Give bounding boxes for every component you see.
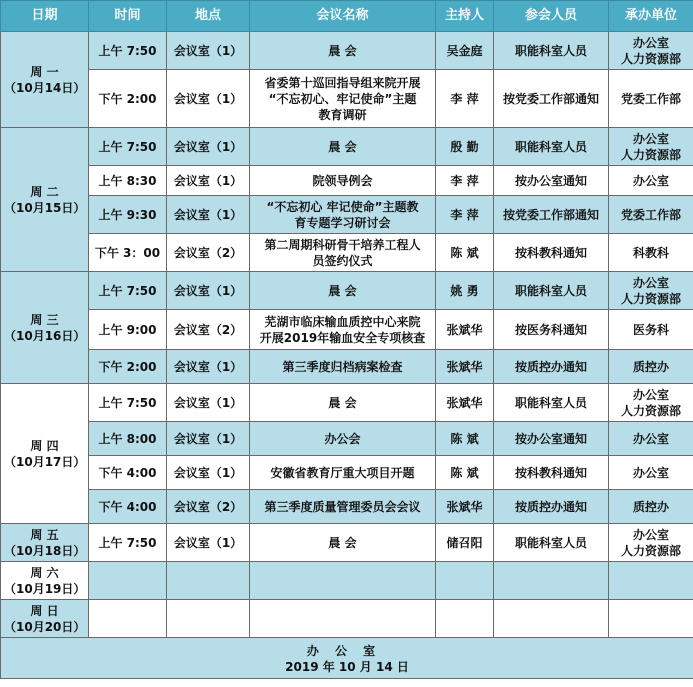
meeting-name-cell: 安徽省教育厅重大项目开题: [250, 456, 436, 490]
place-cell: 会议室（1）: [167, 70, 250, 128]
meeting-name-cell: 晨 会: [250, 128, 436, 166]
place-cell: 会议室（1）: [167, 196, 250, 234]
table-row: [1, 166, 693, 196]
host-cell: 陈 斌: [436, 234, 494, 272]
day-cell: [1, 128, 89, 272]
attendees-cell: 按质控办通知: [494, 350, 609, 384]
table-row: [1, 562, 693, 600]
time-cell: 下午 2:00: [89, 70, 167, 128]
table-row: [1, 234, 693, 272]
attendees-cell: 按科教科通知: [494, 456, 609, 490]
date-label: （10月19日）: [4, 581, 86, 596]
place-cell: [167, 562, 250, 600]
time-cell: 下午 2:00: [89, 350, 167, 384]
attendees-cell: 按办公室通知: [494, 166, 609, 196]
day-cell: [1, 600, 89, 638]
date-label: （10月16日）: [4, 328, 86, 343]
place-cell: 会议室（2）: [167, 234, 250, 272]
meeting-name-cell: 第三季度质量管理委员会会议: [250, 490, 436, 524]
footer-row: [1, 638, 693, 679]
place-cell: 会议室（1）: [167, 384, 250, 422]
time-cell: 上午 7:50: [89, 272, 167, 310]
meeting-name-cell: [250, 562, 436, 600]
organizer-cell: 党委工作部: [609, 196, 693, 234]
table-row: [1, 32, 693, 70]
weekday-label: 周 二: [30, 184, 59, 199]
attendees-cell: 职能科室人员: [494, 272, 609, 310]
attendees-cell: 职能科室人员: [494, 128, 609, 166]
host-cell: 吴金庭: [436, 32, 494, 70]
attendees-cell: [494, 562, 609, 600]
organizer-cell: [609, 562, 693, 600]
host-cell: 李 萍: [436, 196, 494, 234]
day-cell: [1, 32, 89, 128]
attendees-cell: 按医务科通知: [494, 310, 609, 350]
host-cell: 张斌华: [436, 490, 494, 524]
attendees-cell: 职能科室人员: [494, 384, 609, 422]
place-cell: 会议室（2）: [167, 490, 250, 524]
organizer-cell: 办公室 人力资源部: [609, 32, 693, 70]
weekday-label: 周 日: [30, 603, 59, 618]
host-cell: 张斌华: [436, 384, 494, 422]
organizer-cell: [609, 600, 693, 638]
weekday-label: 周 六: [30, 565, 59, 580]
header-organizer: 承办单位: [609, 1, 693, 32]
time-cell: 上午 9:30: [89, 196, 167, 234]
weekday-label: 周 三: [30, 312, 59, 327]
time-cell: 上午 7:50: [89, 524, 167, 562]
attendees-cell: 按科教科通知: [494, 234, 609, 272]
meeting-name-cell: 院领导例会: [250, 166, 436, 196]
organizer-cell: 办公室 人力资源部: [609, 272, 693, 310]
header-meeting-name: 会议名称: [250, 1, 436, 32]
place-cell: 会议室（1）: [167, 166, 250, 196]
host-cell: 姚 勇: [436, 272, 494, 310]
organizer-cell: 质控办: [609, 490, 693, 524]
place-cell: 会议室（1）: [167, 350, 250, 384]
table-row: [1, 310, 693, 350]
meeting-name-cell: 晨 会: [250, 272, 436, 310]
date-label: （10月15日）: [4, 200, 86, 215]
table-row: [1, 350, 693, 384]
organizer-cell: 党委工作部: [609, 70, 693, 128]
table-row: [1, 196, 693, 234]
place-cell: 会议室（1）: [167, 422, 250, 456]
place-cell: 会议室（1）: [167, 272, 250, 310]
meeting-name-cell: 省委第十巡回指导组来院开展 “不忘初心、牢记使命”主题 教育调研: [250, 70, 436, 128]
organizer-cell: 办公室: [609, 422, 693, 456]
day-cell: [1, 524, 89, 562]
time-cell: 上午 7:50: [89, 384, 167, 422]
place-cell: 会议室（1）: [167, 524, 250, 562]
weekday-label: 周 五: [30, 527, 59, 542]
footer-date: 2019 年 10 月 14 日: [285, 660, 409, 674]
table-row: [1, 524, 693, 562]
organizer-cell: 办公室: [609, 456, 693, 490]
time-cell: 下午 4:00: [89, 456, 167, 490]
organizer-cell: 办公室 人力资源部: [609, 384, 693, 422]
host-cell: 李 萍: [436, 166, 494, 196]
organizer-cell: 办公室 人力资源部: [609, 524, 693, 562]
meeting-name-cell: [250, 600, 436, 638]
attendees-cell: 按党委工作部通知: [494, 196, 609, 234]
attendees-cell: 职能科室人员: [494, 32, 609, 70]
host-cell: 李 萍: [436, 70, 494, 128]
header-host: 主持人: [436, 1, 494, 32]
place-cell: [167, 600, 250, 638]
header-place: 地点: [167, 1, 250, 32]
organizer-cell: 质控办: [609, 350, 693, 384]
meeting-name-cell: 第二周期科研骨干培养工程人 员签约仪式: [250, 234, 436, 272]
place-cell: 会议室（2）: [167, 310, 250, 350]
time-cell: 上午 9:00: [89, 310, 167, 350]
header-attendees: 参会人员: [494, 1, 609, 32]
time-cell: 上午 8:00: [89, 422, 167, 456]
time-cell: [89, 562, 167, 600]
date-label: （10月18日）: [4, 543, 86, 558]
date-label: （10月14日）: [4, 80, 86, 95]
meeting-name-cell: 晨 会: [250, 524, 436, 562]
footer-office: 办 公 室: [306, 644, 382, 658]
weekday-label: 周 一: [30, 64, 59, 79]
table-row: [1, 70, 693, 128]
meeting-name-cell: 办公会: [250, 422, 436, 456]
header-time: 时间: [89, 1, 167, 32]
organizer-cell: 医务科: [609, 310, 693, 350]
host-cell: 陈 斌: [436, 456, 494, 490]
host-cell: 张斌华: [436, 310, 494, 350]
place-cell: 会议室（1）: [167, 32, 250, 70]
table-row: [1, 600, 693, 638]
meeting-name-cell: “不忘初心 牢记使命”主题教 育专题学习研讨会: [250, 196, 436, 234]
host-cell: 张斌华: [436, 350, 494, 384]
schedule-body: [1, 32, 693, 638]
time-cell: 下午 3：00: [89, 234, 167, 272]
day-cell: [1, 272, 89, 384]
weekday-label: 周 四: [30, 438, 59, 453]
attendees-cell: 职能科室人员: [494, 524, 609, 562]
time-cell: 下午 4:00: [89, 490, 167, 524]
time-cell: 上午 8:30: [89, 166, 167, 196]
time-cell: [89, 600, 167, 638]
date-label: （10月20日）: [4, 619, 86, 634]
organizer-cell: 办公室 人力资源部: [609, 128, 693, 166]
meeting-name-cell: 芜湖市临床输血质控中心来院 开展2019年输血安全专项核查: [250, 310, 436, 350]
header-row: [1, 1, 693, 32]
host-cell: [436, 562, 494, 600]
host-cell: 陈 斌: [436, 422, 494, 456]
day-cell: [1, 562, 89, 600]
place-cell: 会议室（1）: [167, 456, 250, 490]
date-label: （10月17日）: [4, 454, 86, 469]
attendees-cell: 按办公室通知: [494, 422, 609, 456]
meeting-name-cell: 晨 会: [250, 384, 436, 422]
table-row: [1, 490, 693, 524]
table-row: [1, 272, 693, 310]
table-row: [1, 422, 693, 456]
organizer-cell: 科教科: [609, 234, 693, 272]
attendees-cell: 按党委工作部通知: [494, 70, 609, 128]
organizer-cell: 办公室: [609, 166, 693, 196]
host-cell: 殷 勤: [436, 128, 494, 166]
table-row: [1, 456, 693, 490]
time-cell: 上午 7:50: [89, 32, 167, 70]
meeting-name-cell: 第三季度归档病案检查: [250, 350, 436, 384]
footer-cell: [1, 638, 693, 679]
host-cell: 储召阳: [436, 524, 494, 562]
host-cell: [436, 600, 494, 638]
attendees-cell: [494, 600, 609, 638]
meeting-name-cell: 晨 会: [250, 32, 436, 70]
table-row: [1, 384, 693, 422]
day-cell: [1, 384, 89, 524]
header-date: 日期: [1, 1, 89, 32]
time-cell: 上午 7:50: [89, 128, 167, 166]
table-row: [1, 128, 693, 166]
attendees-cell: 按质控办通知: [494, 490, 609, 524]
place-cell: 会议室（1）: [167, 128, 250, 166]
